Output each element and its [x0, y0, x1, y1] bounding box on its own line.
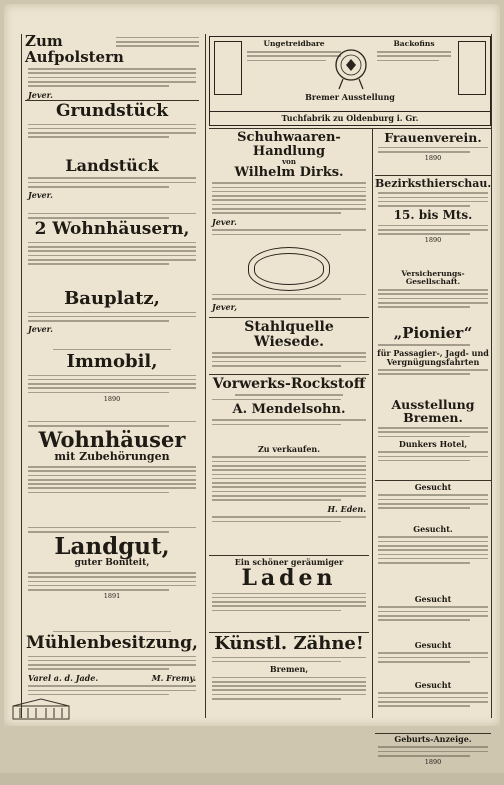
ad-body-text	[378, 451, 488, 461]
ad-wohnhaeuser	[25, 418, 199, 522]
ad-date: 1890	[424, 236, 442, 245]
ad-title: Landgut,	[54, 533, 170, 561]
ad-signature: Jever.	[28, 324, 53, 335]
ad-body-text	[378, 192, 488, 206]
ad-body-text	[28, 685, 196, 695]
ad-title: Gesucht	[414, 594, 452, 604]
ad-bezirksthierschau	[375, 178, 491, 268]
ad-date: 1891	[103, 592, 121, 601]
ad-separator	[375, 175, 491, 176]
ad-body-text	[212, 352, 366, 366]
ad-title: Ein schöner geräumiger	[234, 557, 344, 567]
brand-logo-icon	[248, 247, 330, 291]
ad-title: Gesucht	[414, 482, 452, 492]
ad-body-text	[378, 289, 488, 308]
ad-body-text	[378, 606, 488, 620]
ad-body-text	[28, 177, 196, 187]
ad-separator	[209, 374, 369, 375]
ad-schuhwaaren-handlung	[209, 131, 369, 243]
ad-laden	[209, 558, 369, 630]
ad-body-text	[212, 294, 366, 300]
ad-body-text	[28, 68, 196, 87]
ad-body-text	[378, 147, 488, 153]
ad-title: Gesucht	[414, 640, 452, 650]
ad-body-text	[212, 394, 366, 400]
ad-name: Bremen,	[269, 664, 309, 675]
column-3	[375, 130, 492, 767]
ad-landstueck	[25, 158, 199, 210]
ad-versicherungs-gesellschaft	[375, 270, 491, 324]
ad-title: Gesucht	[414, 680, 452, 690]
ad-date: 1890	[424, 758, 442, 767]
ad-title: Wohnhäuser	[38, 427, 186, 453]
ad-side-box-right	[458, 41, 486, 95]
ad-name: Wilhelm Dirks.	[234, 164, 344, 180]
ad-subtitle: guter Boniteit,	[74, 558, 150, 569]
ad-landgut	[25, 524, 199, 626]
ad-stahlquelle-wiesede	[209, 320, 369, 372]
ad-title: Versicherungs-Gesellschaft.	[401, 269, 465, 287]
ad-title: Geburts-Anzeige.	[394, 734, 472, 744]
ad-body-text	[378, 536, 488, 563]
ad-body-text	[28, 656, 196, 670]
ad-big-title: Laden	[241, 564, 337, 591]
ad-title: 2 Wohnhäusern,	[34, 219, 190, 240]
ad-title: Immobil,	[66, 350, 158, 372]
ad-helmholt-logo	[209, 245, 369, 315]
ad-signature: Varel a. d. Jade. M. Fremy.	[28, 672, 196, 683]
ad-subtitle: von	[282, 157, 296, 167]
ad-date: 1890	[103, 394, 121, 403]
ad-aufpolstern	[25, 34, 199, 98]
ad-title: Zum Aufpolstern	[25, 32, 124, 66]
ad-name: A. Mendelsohn.	[232, 401, 346, 417]
ad-signature: Jever.	[28, 89, 53, 100]
ad-gesucht-1	[375, 483, 491, 523]
column-divider-2	[372, 129, 373, 718]
ad-title: Mühlenbesitzung,	[26, 632, 198, 653]
ad-title: Vorwerks-Rockstoff	[212, 376, 366, 392]
ad-body-text	[212, 229, 366, 235]
column-divider-1	[205, 34, 206, 718]
newspaper-page	[21, 32, 492, 767]
ad-body-text	[212, 182, 366, 214]
ad-body-text	[378, 344, 488, 346]
ad-subtitle: für Passagier-, Jagd- und Vergnügungsfahrten	[377, 347, 489, 367]
ad-signature: Jever,	[212, 302, 238, 313]
ad-frauenverein	[375, 131, 491, 173]
ad-zu-verkaufen	[209, 445, 369, 553]
ad-separator	[375, 480, 491, 481]
ad-body-text	[378, 746, 488, 756]
ad-tuchfabrik-oldenburg	[209, 36, 491, 126]
ad-body-text	[28, 527, 196, 533]
ad-grundstueck	[25, 103, 199, 158]
ad-signature: Jever.	[28, 190, 53, 201]
ad-gesucht-3	[375, 595, 491, 639]
ad-title: Bezirksthierschau.	[375, 177, 492, 190]
award-medal-icon	[329, 45, 373, 91]
ad-body-text	[212, 419, 366, 425]
ad-title: Schuhwaaren-Handlung	[237, 130, 341, 159]
ad-title: Landstück	[65, 156, 159, 175]
ad-title: Gesucht.	[413, 524, 453, 534]
ad-body-text	[378, 427, 488, 437]
ad-body-text	[28, 312, 196, 322]
ad-ausstellung-bremen	[375, 398, 491, 478]
ad-signature: Jever.	[212, 216, 237, 227]
ad-gesucht-4	[375, 641, 491, 679]
ad-wohnhaeusern	[25, 210, 199, 288]
ad-pionier	[375, 326, 491, 396]
ad-title: Bauplatz,	[64, 288, 160, 309]
ad-body-text	[28, 213, 196, 219]
ad-left-text: Ungetreidbare	[244, 40, 344, 64]
ad-immobil	[25, 346, 199, 416]
ad-subtitle: mit Zubehörungen	[54, 450, 170, 464]
ad-body-text	[28, 466, 196, 493]
ad-gesucht-2	[375, 525, 491, 593]
ad-body-text	[28, 572, 196, 591]
ad-body-text	[212, 593, 366, 612]
ad-separator	[209, 555, 369, 556]
ad-side-box-left	[214, 41, 242, 95]
ad-right-text: Backofins	[374, 40, 454, 64]
ad-body-text	[378, 494, 488, 508]
ad-body-text	[212, 677, 366, 700]
ad-title: Frauenverein.	[384, 130, 482, 145]
ad-body-text	[378, 652, 488, 662]
ad-body-text	[28, 124, 196, 138]
ad-body-text	[378, 225, 488, 235]
ad-kuenstl-zaehne	[209, 635, 369, 717]
ad-date: 1890	[424, 154, 442, 163]
ad-body-text	[378, 692, 488, 706]
scanned-newspaper-page	[4, 4, 500, 767]
ad-body-text	[28, 242, 196, 265]
ad-body-text	[212, 657, 366, 663]
ad-title: Ausstellung Bremen.	[391, 397, 475, 426]
ad-big-title: 15. bis Mts.	[393, 208, 473, 223]
ad-gesucht-5	[375, 681, 491, 731]
ad-bauplatz	[25, 290, 199, 344]
top-ad-separator	[209, 128, 491, 129]
ad-title: Künstl. Zähne!	[214, 633, 364, 654]
ad-signature: H. Eden.	[327, 503, 366, 514]
ad-body-text	[28, 421, 196, 427]
ad-title: Grundstück	[56, 101, 168, 121]
ad-body-text	[212, 456, 366, 500]
column-2	[209, 131, 369, 718]
ad-bottom-line: Tuchfabrik zu Oldenburg i. Gr.	[210, 111, 490, 123]
ad-body-text	[212, 516, 366, 522]
ad-body-text	[378, 369, 488, 375]
ad-footer: Bremer Ausstellung	[305, 92, 395, 102]
ad-big-title: „Pionier“	[393, 324, 473, 342]
ad-vorwerks-rockstoff	[209, 377, 369, 443]
ad-body-text	[28, 349, 196, 351]
ad-title: Zu verkaufen.	[257, 444, 321, 454]
ad-body-text	[116, 34, 199, 50]
ad-separator	[209, 317, 369, 318]
page-footer-band	[0, 773, 504, 785]
library-building-stamp-icon	[12, 698, 70, 720]
ad-subtitle: Dunkers Hotel,	[398, 438, 468, 449]
column-1	[25, 34, 199, 718]
ad-body-text	[28, 375, 196, 394]
ad-title: Stahlquelle Wiesede.	[244, 319, 334, 350]
